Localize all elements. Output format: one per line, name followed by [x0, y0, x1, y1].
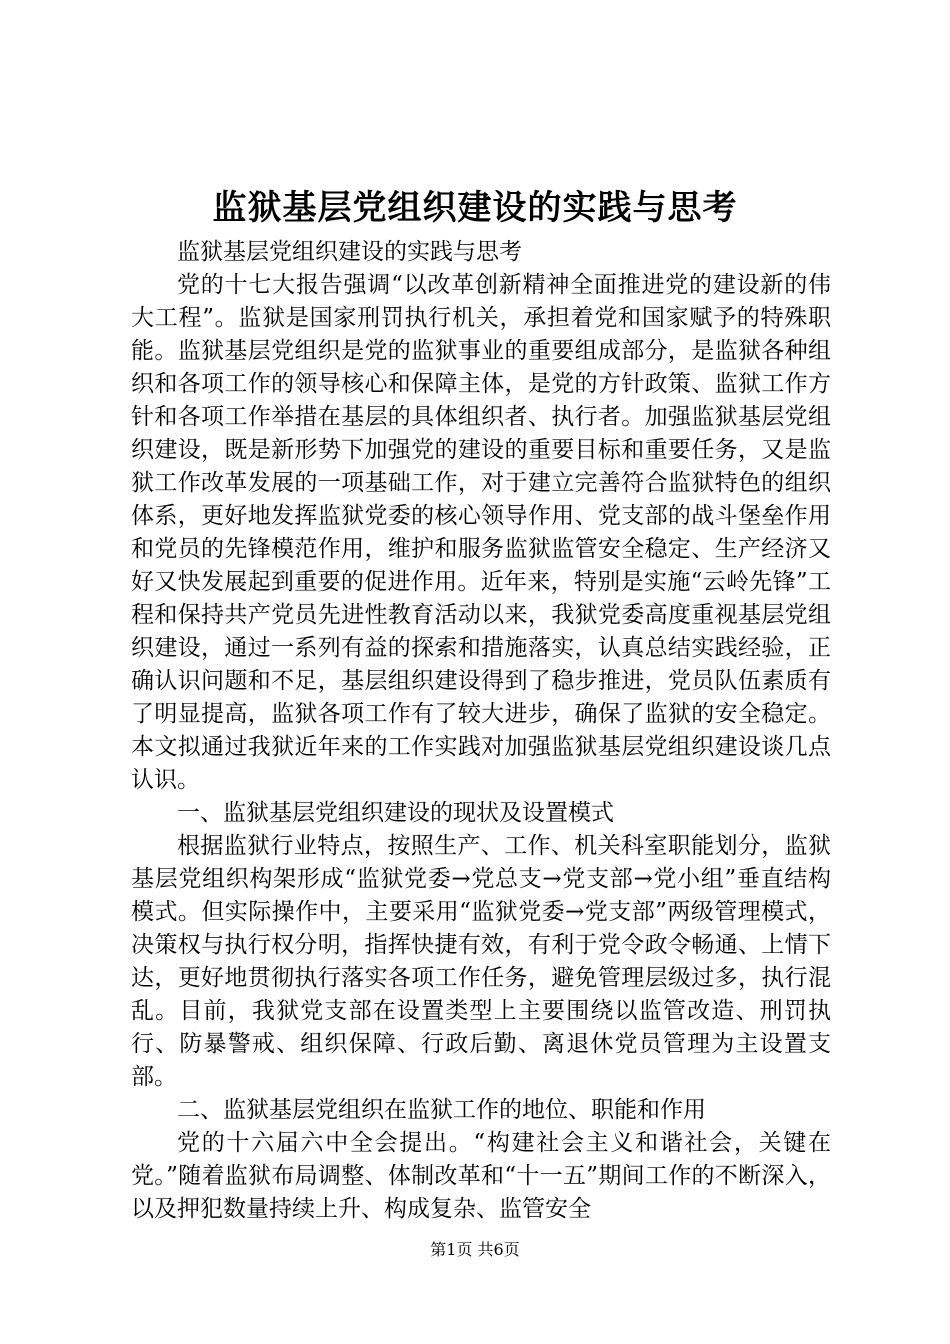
section-heading-1: 一、监狱基层党组织建设的现状及设置模式 — [177, 800, 614, 826]
page-footer: 第1页 共6页 — [430, 1240, 520, 1259]
subtitle-paragraph: 监狱基层党组织建设的实践与思考 — [177, 239, 522, 265]
section-heading-2: 二、监狱基层党组织在监狱工作的地位、职能和作用 — [177, 1097, 706, 1123]
document-body — [131, 236, 831, 1226]
section-1-paragraph: 根据监狱行业特点，按照生产、工作、机关科室职能划分，监狱基层党组织构架形成“监狱党委→党总支→党支部→党小组”垂直结构模式。但实际操作中，主要采用“监狱党委→党支部”两级管理模式，决策权与执行权分明，指挥快捷有效，有利于党令政令畅通、上情下达，更好地贯彻执行落实各项工作任务，避免管理层级过多，执行混乱。目前，我狱党支部在设置类型上主要围绕以监管改造、刑罚执行、防暴警戒、组织保障、行政后勤、离退休党员管理为主设置支部。 — [131, 833, 831, 1090]
intro-paragraph: 党的十七大报告强调“以改革创新精神全面推进党的建设新的伟大工程”。监狱是国家刑罚执行机关，承担着党和国家赋予的特殊职能。监狱基层党组织是党的监狱事业的重要组成部分，是监狱各种组织和各项工作的领导核心和保障主体，是党的方针政策、监狱工作方针和各项工作举措在基层的具体组织者、执行者。加强监狱基层党组织建设，既是新形势下加强党的建设的重要目标和重要任务，又是监狱工作改革发展的一项基础工作，对于建立完善符合监狱特色的组织体系，更好地发挥监狱党委的核心领导作用、党支部的战斗堡垒作用和党员的先锋模范作用，维护和服务监狱监管安全稳定、生产经济又好又快发展起到重要的促进作用。近年来，特别是实施“云岭先锋”工程和保持共产党员先进性教育活动以来，我狱党委高度重视基层党组织建设，通过一系列有益的探索和措施落实，认真总结实践经验，正确认识问题和不足，基层组织建设得到了稳步推进，党员队伍素质有了明显提高，监狱各项工作有了较大进步，确保了监狱的安全稳定。本文拟通过我狱近年来的工作实践对加强监狱基层党组织建设谈几点认识。 — [131, 272, 831, 793]
section-2-paragraph: 党的十六届六中全会提出。“构建社会主义和谐社会，关键在党。”随着监狱布局调整、体制改革和“十一五”期间工作的不断深入，以及押犯数量持续上升、构成复杂、监管安全 — [131, 1130, 831, 1222]
document-title: 监狱基层党组织建设的实践与思考 — [212, 188, 738, 228]
